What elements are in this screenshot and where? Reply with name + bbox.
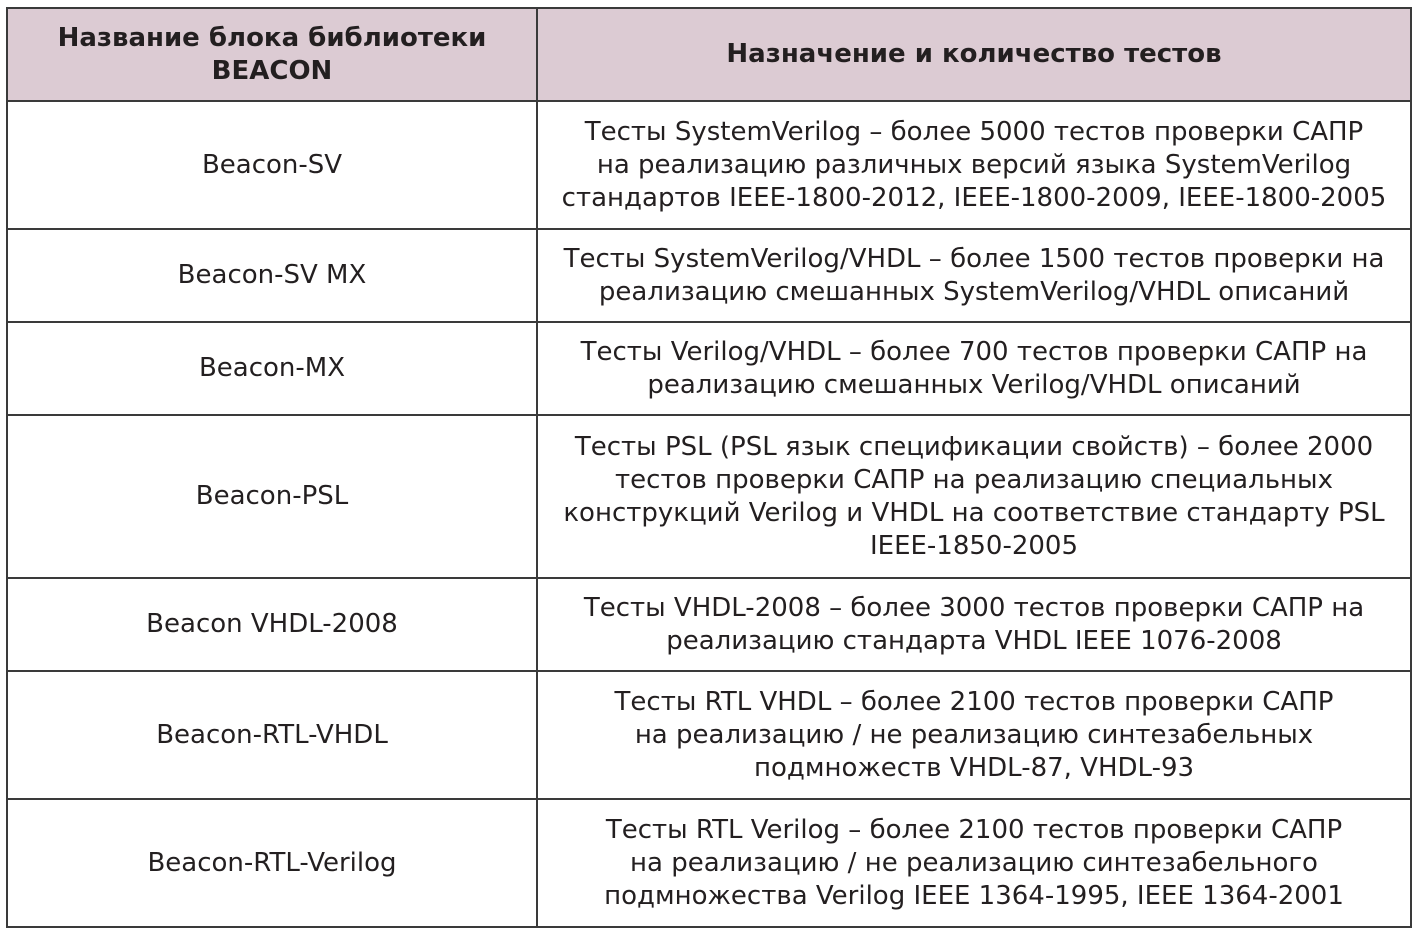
description-line: на реализацию / не реализацию синтезабельных — [634, 719, 1314, 750]
table-row — [7, 799, 1411, 927]
block-name-cell: Beacon-PSL — [7, 415, 537, 578]
header-line: Название блока библиотеки — [57, 22, 487, 53]
block-name-cell: Beacon-SV — [7, 101, 537, 229]
table-header-row — [7, 8, 1411, 101]
description-line: реализацию смешанных SystemVerilog/VHDL описаний — [598, 276, 1350, 307]
description-line: стандартов IEEE-1800-2012, IEEE-1800-2009, IEEE-1800-2005 — [561, 182, 1387, 213]
block-name-cell: Beacon-RTL-Verilog — [7, 799, 537, 927]
description-line: тестов проверки САПР на реализацию специальных — [615, 464, 1333, 495]
description-cell — [537, 415, 1411, 578]
description-line: Тесты RTL Verilog – более 2100 тестов проверки САПР — [605, 814, 1343, 845]
description-line: Тесты SystemVerilog – более 5000 тестов проверки САПР — [584, 116, 1364, 147]
table-row — [7, 415, 1411, 578]
table-row — [7, 101, 1411, 229]
description-line: Тесты SystemVerilog/VHDL – более 1500 тестов проверки на — [563, 243, 1385, 274]
description-cell — [537, 101, 1411, 229]
description-line: Тесты VHDL-2008 – более 3000 тестов проверки САПР на — [583, 592, 1365, 623]
description-line: Тесты RTL VHDL – более 2100 тестов проверки САПР — [614, 686, 1334, 717]
table-row — [7, 229, 1411, 322]
block-name-cell: Beacon-SV MX — [7, 229, 537, 322]
description-line: Тесты Verilog/VHDL – более 700 тестов проверки САПР на — [580, 336, 1368, 367]
header-block-name — [7, 8, 537, 101]
header-line: BEACON — [211, 55, 333, 86]
description-line: подмножества Verilog IEEE 1364-1995, IEEE 1364-2001 — [604, 880, 1344, 911]
header-line: Назначение и количество тестов — [726, 39, 1222, 69]
description-cell — [537, 229, 1411, 322]
table-row — [7, 578, 1411, 671]
table-row — [7, 322, 1411, 415]
description-line: подмножеств VHDL-87, VHDL-93 — [753, 752, 1195, 783]
description-line: реализацию смешанных Verilog/VHDL описаний — [647, 369, 1301, 400]
block-name-cell: Beacon-MX — [7, 322, 537, 415]
description-cell — [537, 671, 1411, 799]
description-line: конструкций Verilog и VHDL на соответствие стандарту PSL — [563, 497, 1385, 528]
description-line: Тесты PSL (PSL язык спецификации свойств) – более 2000 — [574, 431, 1374, 462]
description-line: IEEE-1850-2005 — [869, 530, 1079, 561]
header-purpose — [537, 8, 1411, 101]
description-line: на реализацию / не реализацию синтезабельного — [630, 847, 1318, 878]
beacon-library-table — [6, 7, 1412, 928]
description-cell — [537, 578, 1411, 671]
description-line: реализацию стандарта VHDL IEEE 1076-2008 — [666, 625, 1282, 656]
description-cell — [537, 799, 1411, 927]
description-line: на реализацию различных версий языка SystemVerilog — [596, 149, 1352, 180]
block-name-cell: Beacon VHDL-2008 — [7, 578, 537, 671]
description-cell — [537, 322, 1411, 415]
block-name-cell: Beacon-RTL-VHDL — [7, 671, 537, 799]
table-row — [7, 671, 1411, 799]
